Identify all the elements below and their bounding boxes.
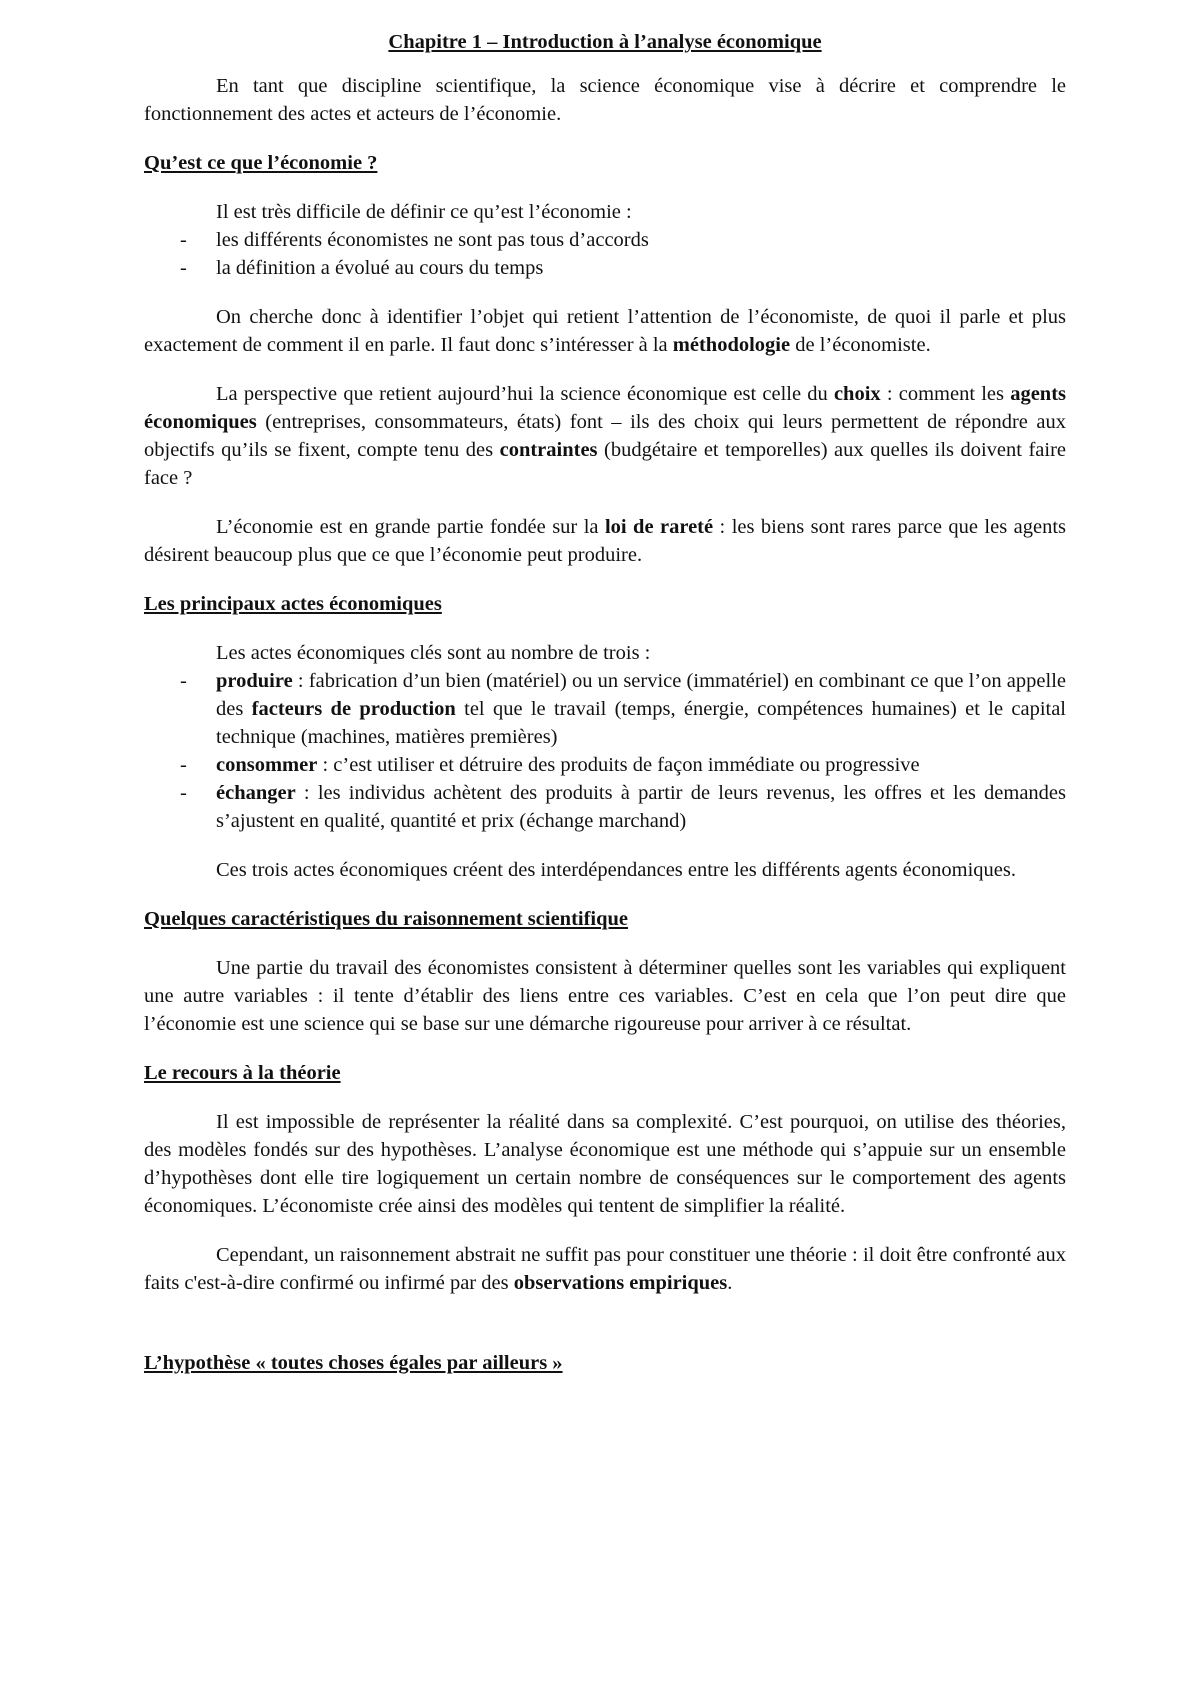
theorie-paragraph-2: Cependant, un raisonnement abstrait ne suffit pas pour constituer une théorie : il doit être confronté aux faits c'est-à-dire confirmé ou infirmé par des observations empiriques. [144, 1244, 1066, 1294]
raisonnement-paragraph: Une partie du travail des économistes consistent à déterminer quelles sont les variables qui expliquent une autre variables : il tente d’établir des liens entre ces variables. C’est en cela que l’on peut dire que l’économie est une science qui se base sur une démarche rigoureuse pour arriver à ce résultat. [144, 957, 1066, 1035]
heading-economie: Qu’est ce que l’économie ? [144, 152, 378, 174]
dash-bullet: - [180, 754, 187, 776]
term-methodologie: méthodologie [672, 334, 791, 356]
heading-raisonnement: Quelques caractéristiques du raisonnement scientifique [144, 908, 629, 930]
dash-bullet: - [180, 670, 187, 692]
list-item-echanger: - échanger : les individus achètent des produits à partir de leurs revenus, les offres et les demandes s’ajustent en qualité, quantité et prix (échange marchand) [144, 779, 1066, 835]
list-item-produire: - produire : fabrication d’un bien (matériel) ou un service (immatériel) en combinant ce que l’on appelle des facteurs de production tel que le travail (temps, énergie, compétences humaines) et le capital technique (machines, matières premières) [144, 667, 1066, 751]
term-loi-de-rarete: loi de rareté [604, 516, 714, 538]
choix-paragraph: La perspective que retient aujourd’hui la science économique est celle du choix : comment les agents économiques (entreprises, consommateurs, états) font – ils des choix qui leurs permettent de répondre aux objectifs qu’ils se fixent, compte tenu des contraintes (budgétaire et temporelles) aux quelles ils doivent faire face ? [144, 383, 1066, 489]
dash-bullet: - [180, 257, 187, 279]
term-agents-economiques: agents économiques [144, 383, 1066, 433]
actes-list [144, 667, 1066, 835]
dash-bullet: - [180, 782, 187, 804]
theorie-paragraph-1: Il est impossible de représenter la réalité dans sa complexité. C’est pourquoi, on utilise des théories, des modèles fondés sur des hypothèses. L’analyse économique est une méthode qui s’appuie sur un ensemble d’hypothèses dont elle tire logiquement un certain nombre de conséquences sur le comportement des agents économiques. L’économiste crée ainsi des modèles qui tentent de simplifier la réalité. [144, 1111, 1066, 1217]
list-item: - la définition a évolué au cours du temps [144, 254, 1066, 282]
term-choix: choix [833, 383, 881, 405]
heading-actes: Les principaux actes économiques [144, 593, 442, 615]
actes-conclusion: Ces trois actes économiques créent des interdépendances entre les différents agents économiques. [216, 859, 1016, 881]
economie-lead: Il est très difficile de définir ce qu’est l’économie : [216, 201, 632, 223]
list-item-consommer: - consommer : c’est utiliser et détruire des produits de façon immédiate ou progressive [144, 751, 1066, 779]
page-title: Chapitre 1 – Introduction à l’analyse économique [388, 31, 822, 53]
economie-list [144, 226, 1066, 282]
dash-bullet: - [180, 229, 187, 251]
rarete-paragraph: L’économie est en grande partie fondée sur la loi de rareté : les biens sont rares parce que les agents désirent beaucoup plus que ce que l’économie peut produire. [144, 516, 1067, 566]
list-item: - les différents économistes ne sont pas tous d’accords [144, 226, 1066, 254]
heading-theorie: Le recours à la théorie [144, 1062, 341, 1084]
document-page [144, 28, 1066, 1398]
term-contraintes: contraintes [499, 439, 598, 461]
spacer [144, 1318, 1066, 1349]
intro-paragraph: En tant que discipline scientifique, la science économique vise à décrire et comprendre le fonctionnement des actes et acteurs de l’économie. [144, 75, 1066, 125]
heading-hypothese: L’hypothèse « toutes choses égales par ailleurs » [144, 1352, 563, 1374]
methodologie-paragraph: On cherche donc à identifier l’objet qui retient l’attention de l’économiste, de quoi il parle et plus exactement de comment il en parle. Il faut donc s’intéresser à la méthodologie de l’économiste. [144, 306, 1066, 356]
term-observations-empiriques: observations empiriques [513, 1272, 728, 1294]
actes-lead: Les actes économiques clés sont au nombre de trois : [216, 642, 651, 664]
